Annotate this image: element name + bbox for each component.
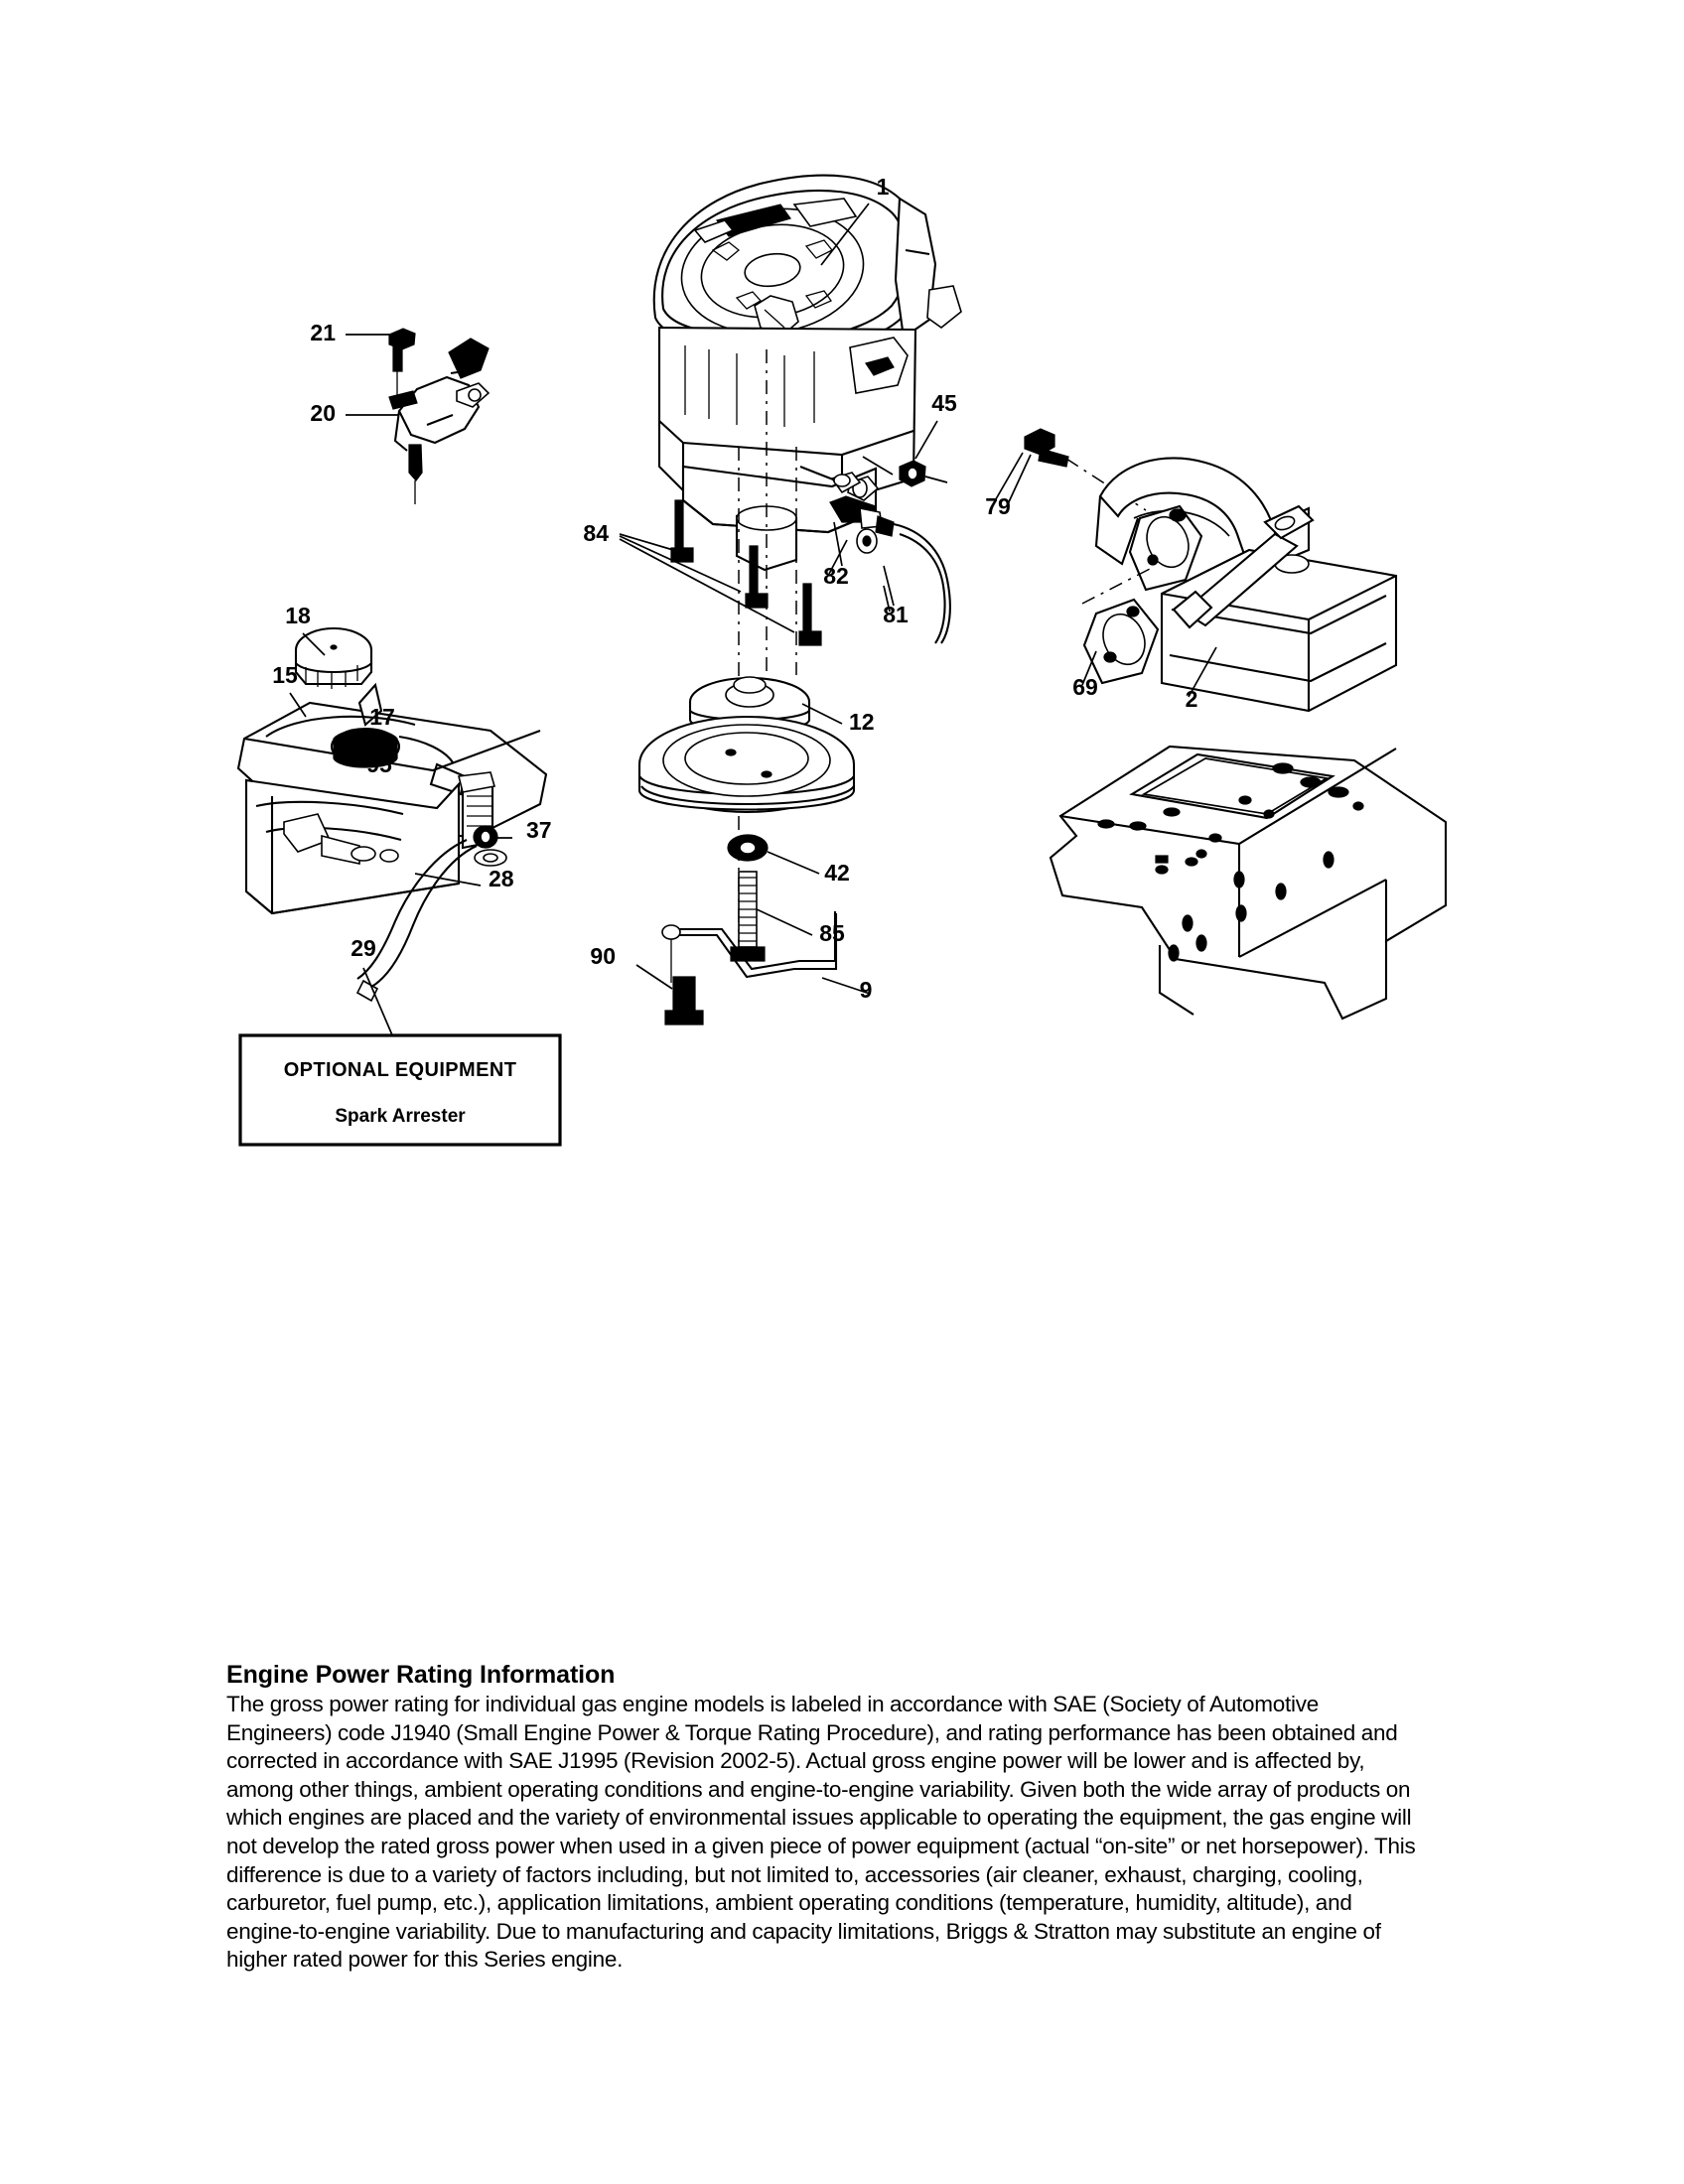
callout-69: 69 xyxy=(1072,674,1098,700)
note-heading: Engine Power Rating Information xyxy=(226,1661,616,1689)
callout-1: 1 xyxy=(876,174,890,200)
callout-9: 9 xyxy=(859,977,873,1003)
callout-2: 2 xyxy=(1185,686,1198,712)
callout-20: 20 xyxy=(310,400,336,426)
callout-15: 15 xyxy=(272,662,298,688)
engine-power-rating-note xyxy=(226,1660,1418,1975)
part-90-screw xyxy=(636,965,703,1024)
callout-29: 29 xyxy=(351,935,376,961)
callout-82: 82 xyxy=(823,563,849,589)
part-throttle-control-assembly xyxy=(389,329,489,504)
part-engine-mount-plate xyxy=(1051,747,1446,1019)
part-85-bolt xyxy=(731,872,812,961)
callout-45: 45 xyxy=(931,390,957,416)
callout-81: 81 xyxy=(883,602,909,627)
optional-equipment-subtitle: Spark Arrester xyxy=(335,1106,466,1127)
callout-18: 18 xyxy=(285,603,311,628)
callout-84: 84 xyxy=(583,520,609,546)
callout-17: 17 xyxy=(369,704,395,730)
note-body: The gross power rating for individual gas engine models is labeled in accordance with SAE (Society of Automotive Engineers) code J1940 (Small Engine Power & Torque Rating Procedure), and rating performance has been obtained and corrected in accordance with SAE J1995 (Revision 2002-5). Actual gross engine power will be lower and is affected by, among other things, ambient operating conditions and engine-to-engine variability. Given both the wide array of products on which engines are placed and the variety of environmental issues applicable to operating the equipment, the gas engine will not develop the rated gross power when used in a given piece of power equipment (actual “on-site” or net horsepower). This difference is due to a variety of factors including, but not limited to, accessories (air cleaner, exhaust, charging, cooling, carburetor, fuel pump, etc.), application limitations, ambient operating conditions (temperature, humidity, altitude), and engine-to-engine variability. Due to manufacturing and capacity limitations, Briggs & Stratton may substitute an engine of higher rated power for this Series engine. xyxy=(226,1692,1416,1973)
part-engine-assembly xyxy=(654,176,961,570)
callout-79: 79 xyxy=(985,493,1011,519)
part-12-pulley xyxy=(639,677,854,812)
optional-equipment-title: OPTIONAL EQUIPMENT xyxy=(283,1059,517,1081)
optional-equipment-box xyxy=(240,1035,560,1145)
callout-21: 21 xyxy=(310,320,336,345)
callout-28: 28 xyxy=(489,866,514,891)
part-42-washer xyxy=(728,835,819,874)
callout-85: 85 xyxy=(819,920,845,946)
callout-90: 90 xyxy=(590,943,616,969)
callout-95: 95 xyxy=(366,751,392,777)
callout-37: 37 xyxy=(526,817,552,843)
callout-42: 42 xyxy=(824,860,850,886)
callout-12: 12 xyxy=(849,709,875,735)
